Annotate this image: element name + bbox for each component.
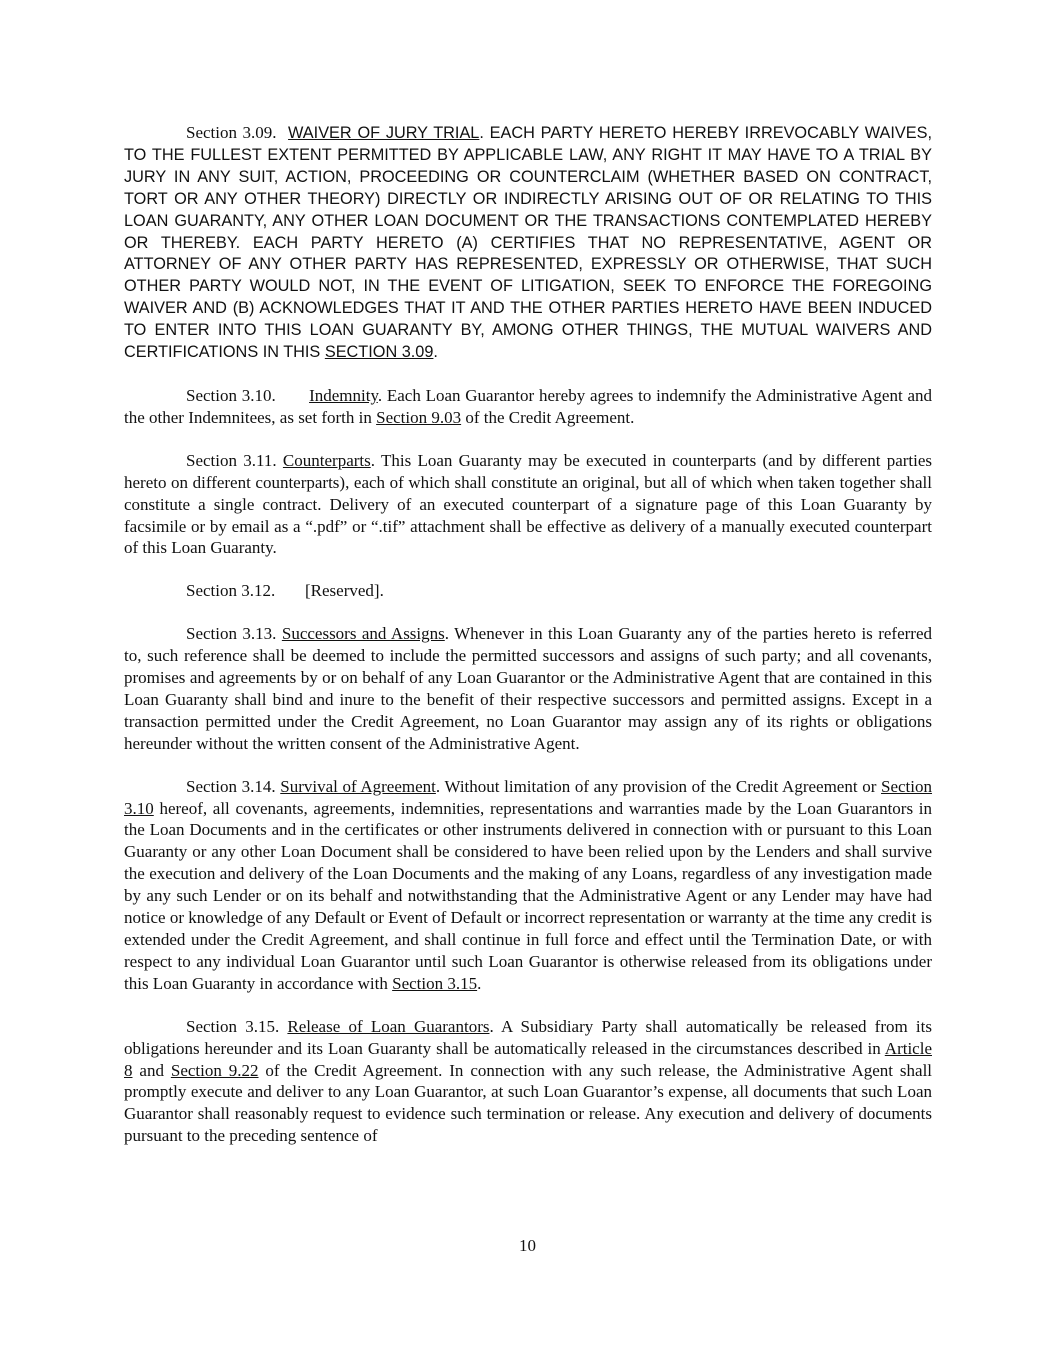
section-3-15-paragraph [124, 1016, 932, 1147]
section-number: Section 3.15. [186, 1016, 280, 1036]
section-3-12-paragraph [124, 580, 932, 602]
section-number: Section 3.12. [186, 581, 276, 601]
section-text: of the Credit Agreement. In connection with any such release, the Administrative Agent shall promptly execute and deliver to any Loan Guarantor, at such Loan Guarantor’s expense, all documents that such Loan Guarantor shall reasonably request to evidence such termination or release. Any execution and delivery of documents pursuant to the preceding sentence of [124, 1060, 933, 1146]
section-3-14-paragraph [124, 776, 932, 995]
section-3-10-paragraph [124, 385, 932, 429]
section-reference: Article 8 [124, 1038, 932, 1080]
section-title: Counterparts [282, 450, 371, 470]
section-title: Indemnity [309, 385, 378, 405]
section-number: Section 3.14. [186, 776, 276, 796]
section-reference: Section 3.15 [392, 973, 478, 993]
section-text: . Whenever in this Loan Guaranty any of the parties hereto is referred to, such reference shall be deemed to include the permitted successors and assigns of such party; and all covenants, promises and agreements by or on behalf of any Loan Guarantor or the Administrative Agent that are contained in this Loan Guaranty shall bind and inure to the benefit of their respective successors and permitted assigns. Except in a transaction permitted under the Credit Agreement, no Loan Guarantor may assign any of its rights or obligations hereunder without the written consent of the Administrative Agent. [124, 624, 932, 753]
section-reference: Section 9.03 [376, 407, 462, 427]
section-reference: SECTION 3.09 [324, 343, 434, 362]
section-number: Section 3.13. [186, 624, 277, 644]
section-text: of the Credit Agreement. [461, 407, 635, 427]
section-text: . [433, 343, 438, 362]
section-text: . EACH PARTY HERETO HEREBY IRREVOCABLY WAIVES, TO THE FULLEST EXTENT PERMITTED BY APPLICABLE LAW, ANY RIGHT IT MAY HAVE TO A TRIAL BY JURY IN ANY SUIT, ACTION, PROCEEDING OR COUNTERCLAIM (WHETHER BASED ON CONTRACT, TORT OR ANY OTHER THEORY) DIRECTLY OR INDIRECTLY ARISING OUT OF OR RELATING TO THIS LOAN GUARANTY, ANY OTHER LOAN DOCUMENT OR THE TRANSACTIONS CONTEMPLATED HEREBY OR THEREBY. EACH PARTY HERETO (A) CERTIFIES THAT NO REPRESENTATIVE, AGENT OR ATTORNEY OF ANY OTHER PARTY HAS REPRESENTED, EXPRESSLY OR OTHERWISE, THAT SUCH OTHER PARTY WOULD NOT, IN THE EVENT OF LITIGATION, SEEK TO ENFORCE THE FOREGOING WAIVER AND (B) ACKNOWLEDGES THAT IT AND THE OTHER PARTIES HERETO HAVE BEEN INDUCED TO ENTER INTO THIS LOAN GUARANTY BY, AMONG OTHER THINGS, THE MUTUAL WAIVERS AND CERTIFICATIONS IN THIS [124, 124, 932, 362]
section-3-11-paragraph [124, 450, 932, 560]
section-text: [Reserved]. [305, 581, 384, 601]
section-reference: Section 9.22 [170, 1060, 259, 1080]
section-text: . Without limitation of any provision of the Credit Agreement or [435, 776, 882, 796]
section-title: Release of Loan Guarantors [287, 1016, 490, 1036]
section-number: Section 3.10. [186, 385, 276, 405]
section-title: Survival of Agreement [280, 776, 436, 796]
section-text: . This Loan Guaranty may be executed in counterparts (and by different parties hereto on different counterparts), each of which shall constitute an original, but all of which when taken together shall constitute a single contract. Delivery of an executed counterpart of a signature page of this Loan Guaranty by facsimile or by email as a “.pdf” or “.tif” attachment shall be effective as delivery of a manually executed counterpart of this Loan Guaranty. [124, 450, 933, 558]
document-page [124, 122, 932, 1168]
page-number: 10 [519, 1236, 536, 1255]
section-number: Section 3.09. [186, 123, 277, 142]
section-3-13-paragraph [124, 623, 932, 754]
section-3-09-paragraph [124, 122, 932, 364]
section-number: Section 3.11. [186, 450, 277, 470]
section-text: . A Subsidiary Party shall automatically be released from its obligations hereunder and its Loan Guaranty shall be automatically released in the circumstances described in [124, 1016, 932, 1058]
section-reference: Section 3.10 [124, 776, 933, 818]
section-text: . [477, 973, 482, 993]
section-title: Successors and Assigns [281, 624, 445, 644]
section-text: . Each Loan Guarantor hereby agrees to indemnify the Administrative Agent and the other Indemnitees, as set forth in [124, 385, 932, 427]
section-text: hereof, all covenants, agreements, indemnities, representations and warranties made by the Loan Guarantors in the Loan Documents and in the certificates or other instruments delivered in connection with or pursuant to this Loan Guaranty or any other Loan Document shall be considered to have been relied upon by the Lenders and shall survive the execution and delivery of the Loan Documents and the making of any Loans, regardless of any investigation made by any such Lender or on its behalf and notwithstanding that the Administrative Agent or any Lender may have had notice or knowledge of any Default or Event of Default or incorrect representation or warranty at the time any credit is extended under the Credit Agreement, and shall continue in full force and effect until the Termination Date, or with respect to any individual Loan Guarantor until such Loan Guarantor is otherwise released from its obligations under this Loan Guaranty in accordance with [124, 798, 932, 993]
section-title: WAIVER OF JURY TRIAL [288, 124, 480, 142]
section-text: and [132, 1060, 171, 1080]
